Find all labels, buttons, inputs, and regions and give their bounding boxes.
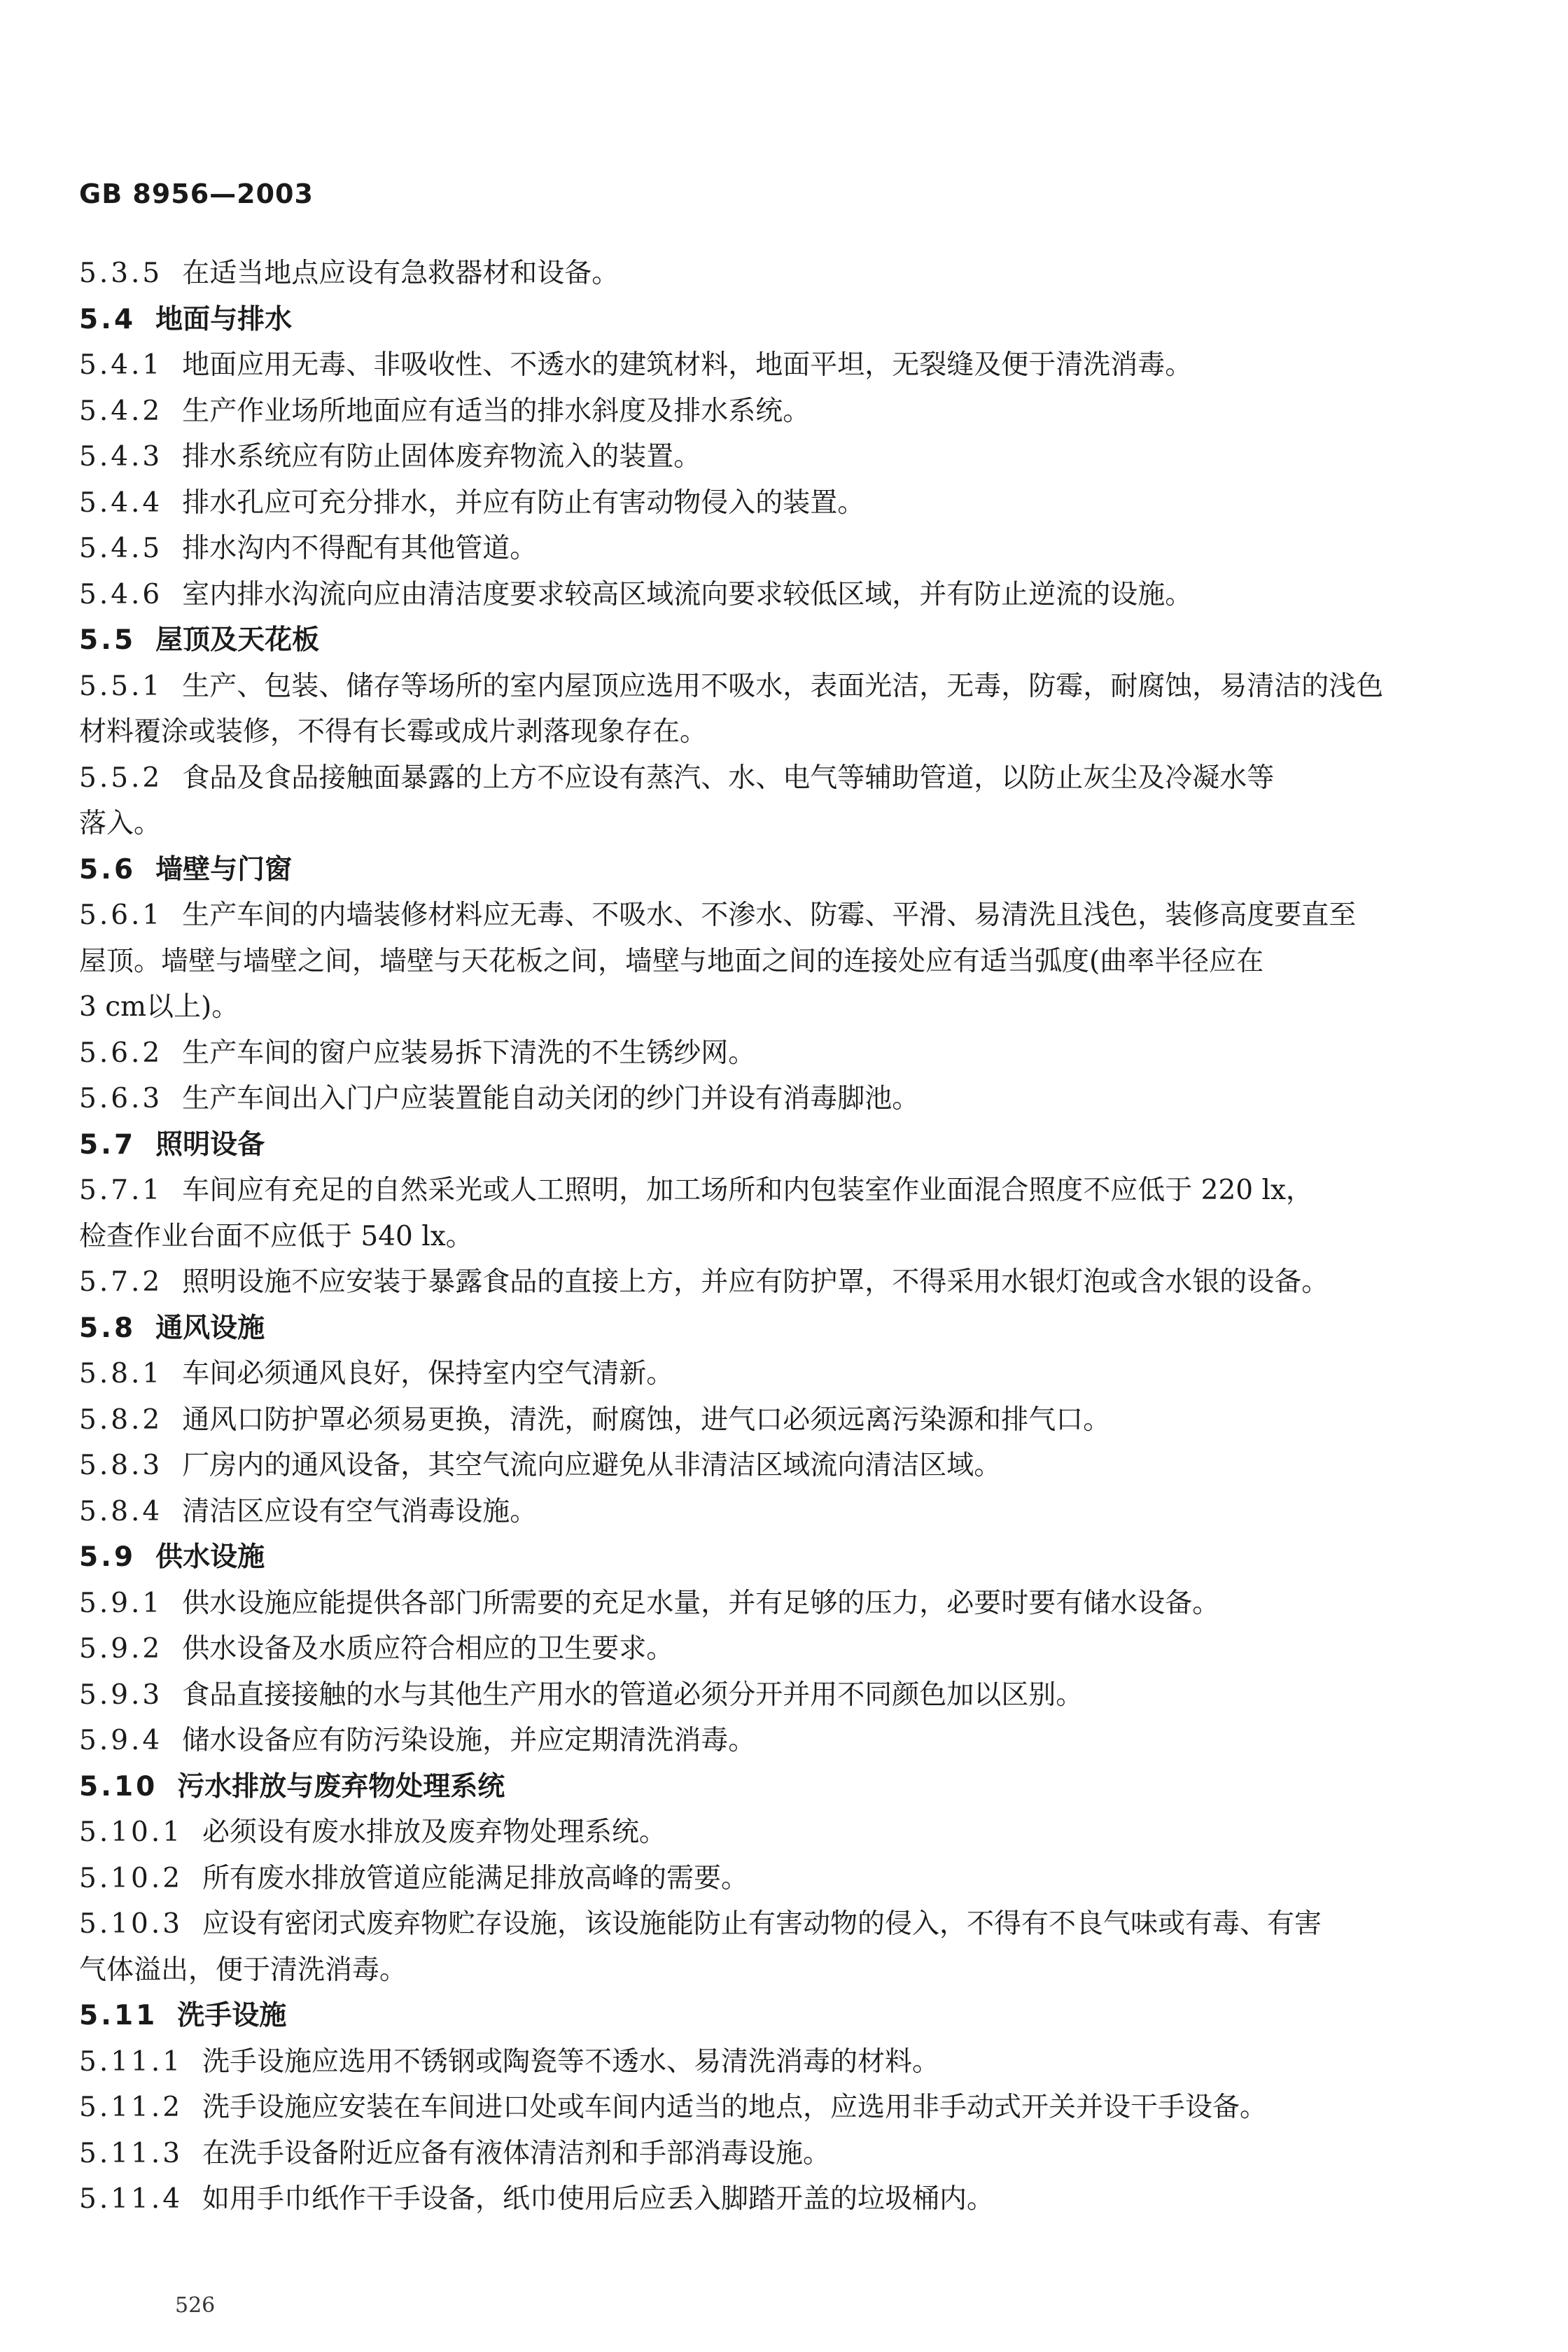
- clause-text: 生产车间出入门户应装置能自动关闭的纱门并设有消毒脚池。: [182, 1083, 920, 1114]
- clause-text: 屋顶。墙壁与墙壁之间，墙壁与天花板之间，墙壁与地面之间的连接处应有适当弧度(曲率半径应在: [79, 945, 1264, 977]
- clause-line: [79, 1901, 1472, 1947]
- section-heading: [79, 617, 1472, 664]
- clause-text: 排水系统应有防止固体废弃物流入的装置。: [182, 441, 701, 472]
- section-heading: [79, 297, 1472, 343]
- clause-number: 5.5: [79, 624, 136, 656]
- clause-text: 生产、包装、储存等场所的室内屋顶应选用不吸水，表面光洁，无毒，防霉，耐腐蚀，易清洁的浅色: [182, 670, 1384, 702]
- clause-continuation: [79, 709, 1472, 755]
- clause-number: 5.4.6: [79, 578, 163, 610]
- clause-line: [79, 526, 1472, 572]
- clause-text: 检查作业台面不应低于 540 lx。: [79, 1220, 473, 1252]
- clause-text: 车间应有充足的自然采光或人工照明，加工场所和内包装室作业面混合照度不应低于 220 lx，: [182, 1175, 1313, 1206]
- clause-text: 供水设施应能提供各部门所需要的充足水量，并有足够的压力，必要时要有储水设备。: [182, 1587, 1220, 1619]
- clause-line: [79, 1443, 1472, 1489]
- clause-text: 地面应用无毒、非吸收性、不透水的建筑材料，地面平坦，无裂缝及便于清洗消毒。: [182, 349, 1193, 381]
- clause-line: [79, 1030, 1472, 1077]
- standard-code-header: GB 8956—2003: [79, 178, 314, 209]
- clause-continuation: [79, 984, 1472, 1030]
- clause-number: 5.6: [79, 853, 136, 886]
- clause-text: 如用手巾纸作干手设备，纸巾使用后应丢入脚踏开盖的垃圾桶内。: [202, 2183, 995, 2215]
- clause-text: 排水孔应可充分排水，并应有防止有害动物侵入的装置。: [182, 486, 865, 519]
- clause-number: 5.6.1: [79, 899, 163, 931]
- clause-continuation: [79, 1947, 1472, 1994]
- clause-line: [79, 1809, 1472, 1856]
- clause-text: 在洗手设备附近应备有液体清洁剂和手部消毒设施。: [202, 2137, 831, 2169]
- clause-number: 5.11.4: [79, 2183, 183, 2215]
- clause-text: 墙壁与门窗: [155, 853, 293, 886]
- section-heading: [79, 1122, 1472, 1168]
- clause-text: 供水设备及水质应符合相应的卫生要求。: [182, 1633, 674, 1665]
- clause-number: 5.8.2: [79, 1404, 163, 1436]
- clause-number: 5.9.1: [79, 1587, 163, 1619]
- clause-line: [79, 1351, 1472, 1397]
- clause-number: 5.9.3: [79, 1679, 163, 1711]
- clause-number: 5.3.5: [79, 258, 163, 289]
- clause-text: 污水排放与废弃物处理系统: [177, 1770, 505, 1802]
- clause-line: [79, 1581, 1472, 1627]
- clause-text: 洗手设施应安装在车间进口处或车间内适当的地点，应选用非手动式开关并设干手设备。: [202, 2092, 1268, 2123]
- clause-line: [79, 480, 1472, 526]
- section-heading: [79, 1534, 1472, 1581]
- clause-line: [79, 2131, 1472, 2177]
- document-body: [79, 251, 1472, 2222]
- clause-line: [79, 1076, 1472, 1122]
- clause-number: 5.9: [79, 1541, 136, 1573]
- clause-text: 在适当地点应设有急救器材和设备。: [182, 258, 620, 289]
- clause-text: 食品及食品接触面暴露的上方不应设有蒸汽、水、电气等辅助管道，以防止灰尘及冷凝水等: [182, 762, 1275, 794]
- section-heading: [79, 847, 1472, 893]
- section-heading: [79, 1306, 1472, 1352]
- clause-text: 生产作业场所地面应有适当的排水斜度及排水系统。: [182, 395, 811, 427]
- clause-number: 5.9.2: [79, 1633, 163, 1665]
- clause-text: 屋顶及天花板: [155, 624, 320, 656]
- clause-line: [79, 2039, 1472, 2085]
- clause-number: 5.5.2: [79, 762, 163, 794]
- clause-text: 食品直接接触的水与其他生产用水的管道必须分开并用不同颜色加以区别。: [182, 1679, 1084, 1711]
- clause-number: 5.11: [79, 2000, 158, 2031]
- clause-number: 5.10.1: [79, 1816, 183, 1848]
- clause-continuation: [79, 801, 1472, 847]
- section-heading: [79, 1764, 1472, 1810]
- clause-text: 气体溢出，便于清洗消毒。: [79, 1954, 407, 1986]
- clause-text: 洗手设施应选用不锈钢或陶瓷等不透水、易清洗消毒的材料。: [202, 2045, 940, 2078]
- clause-line: [79, 1718, 1472, 1764]
- clause-number: 5.7: [79, 1128, 136, 1161]
- clause-number: 5.7.1: [79, 1175, 163, 1206]
- clause-number: 5.8.1: [79, 1358, 163, 1390]
- clause-line: [79, 572, 1472, 618]
- clause-number: 5.7.2: [79, 1266, 163, 1298]
- clause-number: 5.11.3: [79, 2137, 183, 2169]
- clause-text: 照明设施不应安装于暴露食品的直接上方，并应有防护罩，不得采用水银灯泡或含水银的设备。: [182, 1266, 1329, 1298]
- clause-number: 5.4.4: [79, 486, 163, 519]
- clause-line: [79, 388, 1472, 435]
- clause-text: 落入。: [79, 808, 162, 839]
- clause-text: 材料覆涂或装修，不得有长霉或成片剥落现象存在。: [79, 716, 708, 748]
- clause-line: [79, 342, 1472, 388]
- clause-line: [79, 2176, 1472, 2222]
- clause-number: 5.11.2: [79, 2092, 183, 2123]
- clause-number: 5.10.2: [79, 1862, 183, 1894]
- clause-number: 5.5.1: [79, 670, 163, 702]
- clause-continuation: [79, 939, 1472, 985]
- clause-number: 5.8.4: [79, 1495, 163, 1527]
- clause-number: 5.6.3: [79, 1083, 163, 1114]
- clause-line: [79, 1672, 1472, 1718]
- clause-line: [79, 1168, 1472, 1214]
- clause-text: 排水沟内不得配有其他管道。: [182, 533, 538, 564]
- clause-text: 照明设备: [155, 1128, 265, 1161]
- clause-line: [79, 664, 1472, 710]
- page-number: 526: [175, 2293, 216, 2318]
- clause-text: 厂房内的通风设备，其空气流向应避免从非清洁区域流向清洁区域。: [182, 1450, 1002, 1481]
- clause-text: 所有废水排放管道应能满足排放高峰的需要。: [202, 1862, 749, 1894]
- clause-line: [79, 434, 1472, 480]
- clause-number: 5.6.2: [79, 1037, 163, 1069]
- clause-line: [79, 755, 1472, 802]
- clause-text: 通风口防护罩必须易更换，清洗，耐腐蚀，进气口必须远离污染源和排气口。: [182, 1404, 1111, 1436]
- clause-line: [79, 1489, 1472, 1535]
- section-heading: [79, 1993, 1472, 2039]
- clause-number: 5.4: [79, 303, 136, 335]
- clause-line: [79, 1626, 1472, 1672]
- clause-text: 清洁区应设有空气消毒设施。: [182, 1495, 538, 1527]
- clause-line: [79, 251, 1472, 297]
- clause-line: [79, 2085, 1472, 2131]
- clause-number: 5.10: [79, 1770, 158, 1802]
- clause-number: 5.9.4: [79, 1725, 163, 1756]
- clause-text: 通风设施: [155, 1312, 265, 1344]
- clause-text: 洗手设施: [177, 2000, 287, 2031]
- clause-text: 应设有密闭式废弃物贮存设施，该设施能防止有害动物的侵入，不得有不良气味或有毒、有害: [202, 1908, 1322, 1940]
- clause-number: 5.11.1: [79, 2045, 183, 2078]
- clause-line: [79, 1856, 1472, 1902]
- clause-text: 3 cm以上)。: [79, 991, 239, 1023]
- clause-line: [79, 1259, 1472, 1306]
- clause-text: 生产车间的窗户应装易拆下清洗的不生锈纱网。: [182, 1037, 756, 1069]
- clause-number: 5.4.2: [79, 395, 163, 427]
- clause-number: 5.8: [79, 1312, 136, 1344]
- clause-text: 生产车间的内墙装修材料应无毒、不吸水、不渗水、防霉、平滑、易清洗且浅色，装修高度要直至: [182, 899, 1357, 931]
- clause-number: 5.4.3: [79, 441, 163, 472]
- clause-text: 地面与排水: [155, 303, 293, 335]
- clause-text: 车间必须通风良好，保持室内空气清新。: [182, 1358, 674, 1390]
- clause-number: 5.10.3: [79, 1908, 183, 1940]
- clause-continuation: [79, 1214, 1472, 1260]
- clause-number: 5.4.1: [79, 349, 163, 381]
- clause-number: 5.8.3: [79, 1450, 163, 1481]
- clause-text: 供水设施: [155, 1541, 265, 1573]
- clause-line: [79, 892, 1472, 939]
- clause-line: [79, 1397, 1472, 1443]
- clause-number: 5.4.5: [79, 533, 163, 564]
- clause-text: 储水设备应有防污染设施，并应定期清洗消毒。: [182, 1725, 756, 1756]
- clause-text: 必须设有废水排放及废弃物处理系统。: [202, 1816, 667, 1848]
- clause-text: 室内排水沟流向应由清洁度要求较高区域流向要求较低区域，并有防止逆流的设施。: [182, 578, 1193, 610]
